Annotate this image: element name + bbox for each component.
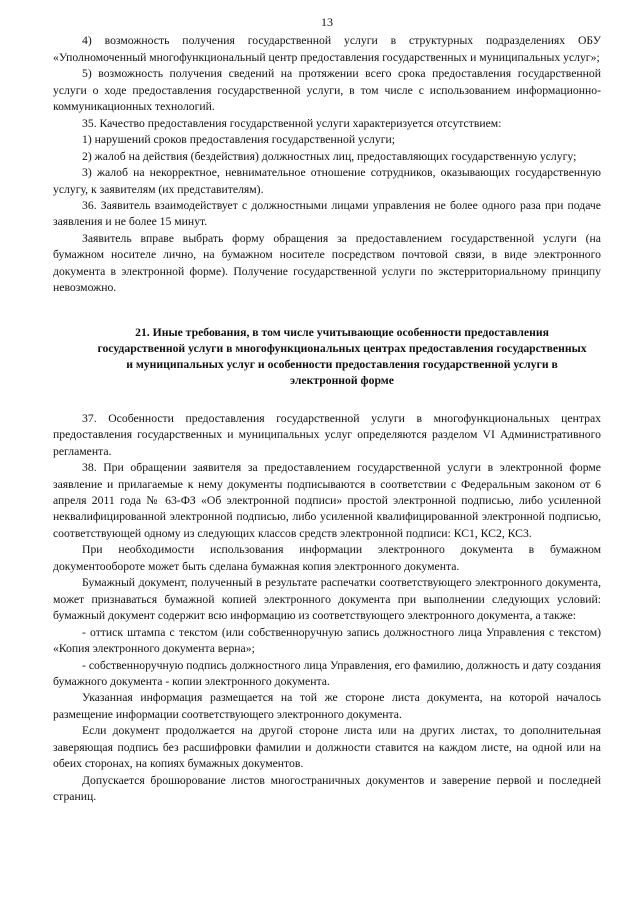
- paragraph-item-37: 37. Особенности предоставления государственной услуги в многофункциональных центрах предоставления государственных и муниципальных услуг определяются разделом VI Административного регламента.: [53, 411, 601, 458]
- paragraph-paper-document-conditions: Бумажный документ, полученный в результате распечатки соответствующего электронного документа, может признаваться бумажной копией электронного документа при выполнении следующих условий: бумажный документ содержит всю информацию из соответствующего электронного документа, а также:: [53, 576, 601, 623]
- paragraph-services-structural-units: 4) возможность получения государственной услуги в структурных подразделениях ОБУ «Уполномоченный многофункциональный центр предоставления государственных и муниципальных услуг»;: [53, 34, 601, 64]
- paragraph-progress-information: 5) возможность получения сведений на протяжении всего срока предоставления государственной услуги о ходе предоставления государственной услуги, в том числе с использованием информационно-коммуникационных технологий.: [53, 67, 601, 114]
- paragraph-item-36: 36. Заявитель взаимодействует с должностными лицами управления не более одного раза при подаче заявления и не более 15 минут.: [53, 198, 601, 229]
- paragraph-multi-sheet-signature: Если документ продолжается на другой стороне листа или на других листах, то дополнительная заверяющая подпись без расшифровки фамилии и должности ставится на каждом листе, на одной или на обеих сторонах, на копиях бумажных документов.: [53, 724, 601, 771]
- paragraph-no-complaints-attitude: 3) жалоб на некорректное, невнимательное отношение сотрудников, оказывающих государственную услугу, к заявителям (их представителям).: [53, 166, 601, 196]
- document-page: [53, 14, 601, 806]
- paragraph-handwritten-signature: - собственноручную подпись должностного лица Управления, его фамилию, должность и дату создания бумажного документа - копии электронного документа.: [53, 658, 601, 688]
- paragraph-item-38: 38. При обращении заявителя за предоставлением государственной услуги в электронной форме заявление и прилагаемые к нему документы подписываются в соответствии с Федеральным законом от 6 апреля 2011 года № 63-ФЗ «Об электронной подписи» простой электронной подписью, либо усиленной неквалифицированной электронной подписью, либо усиленной квалифицированной электронной подписью, соответствующей одному из следующих классов средств электронной подписи: КС1, КС2, КС3.: [53, 461, 601, 540]
- paragraph-no-complaints-actions: 2) жалоб на действия (бездействия) должностных лиц, предоставляющих государственную услугу;: [82, 149, 577, 163]
- page-number: 13: [321, 15, 333, 29]
- paragraph-choice-of-form: Заявитель вправе выбрать форму обращения за предоставлением государственной услуги (на бумажном носителе лично, на бумажном носителе посредством почтовой связи, в виде электронного документа в электронной форме). Получение государственной услуги по экстерриториальному принципу невозможно.: [53, 231, 601, 295]
- paragraph-stamp-imprint: - оттиск штампа с текстом (или собственноручную запись должностного лица Управления с текстом) «Копия электронного документа верна»;: [53, 625, 601, 656]
- paragraph-binding-allowed: Допускается брошюрование листов многостраничных документов и заверение первой и последней страниц.: [53, 773, 601, 804]
- paragraph-paper-copy: При необходимости использования информации электронного документа в бумажном документообороте может быть сделана бумажная копия электронного документа.: [53, 543, 601, 573]
- section-heading: 21. Иные требования, в том числе учитывающие особенности предоставления государственной услуги в многофункциональных центрах предоставления государственных и муниципальных услуг и особенности предоставления государственной услуги в электронной форме: [97, 325, 587, 387]
- paragraph-no-deadline-violations: 1) нарушений сроков предоставления государственной услуги;: [82, 133, 395, 147]
- paragraph-item-35: 35. Качество предоставления государственной услуги характеризуется отсутствием:: [82, 116, 502, 130]
- paragraph-same-side-placement: Указанная информация размещается на той же стороне листа документа, на которой началось размещение информации соответствующего электронного документа.: [53, 691, 601, 721]
